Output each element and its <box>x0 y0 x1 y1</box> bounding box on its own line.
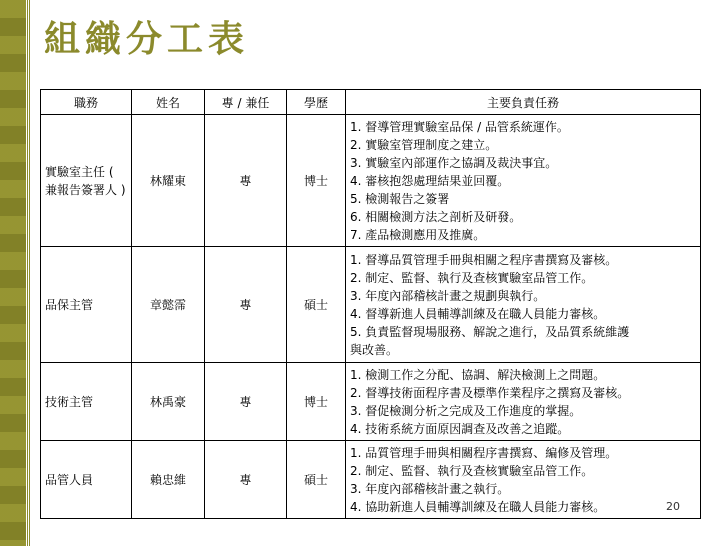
tasks-cell <box>346 115 701 247</box>
table-header-row <box>41 90 701 115</box>
sidebar-stripes <box>0 0 26 546</box>
task-item: 4. 協助新進人員輔導訓練及在職人員能力審核。 <box>350 499 606 514</box>
decorative-sidebar <box>0 0 26 546</box>
role-cell: 品保主管 <box>41 247 132 363</box>
header-education: 學歷 <box>287 90 346 115</box>
task-item: 4. 審核抱怨處理結果並回覆。 <box>350 173 510 188</box>
task-item: 2. 制定、監督、執行及查核實驗室品管工作。 <box>350 463 594 478</box>
task-item: 3. 年度內部稽核計畫之執行。 <box>350 481 510 496</box>
education-cell: 博士 <box>287 115 346 247</box>
table-row <box>41 115 701 247</box>
table-row <box>41 363 701 441</box>
header-name: 姓名 <box>132 90 205 115</box>
task-item: 1. 督導品質管理手冊與相關之程序書撰寫及審核。 <box>350 252 618 267</box>
task-item: 1. 品質管理手冊與相關程序書撰寫、編修及管理。 <box>350 445 618 460</box>
tasks-cell <box>346 441 701 519</box>
role-cell: 品管人員 <box>41 441 132 519</box>
page-title: 組織分工表 <box>44 19 250 60</box>
header-role: 職務 <box>41 90 132 115</box>
education-cell: 碩士 <box>287 247 346 363</box>
page-number: 20 <box>666 500 680 513</box>
type-cell: 專 <box>205 441 287 519</box>
table-row <box>41 441 701 519</box>
name-cell: 章懿霈 <box>132 247 205 363</box>
name-cell: 林禹豪 <box>132 363 205 441</box>
header-type: 專 / 兼任 <box>205 90 287 115</box>
type-cell: 專 <box>205 115 287 247</box>
task-item: 2. 實驗室管理制度之建立。 <box>350 137 498 152</box>
task-item: 與改善。 <box>350 342 399 357</box>
table-row <box>41 247 701 363</box>
task-item: 3. 年度內部稽核計畫之規劃與執行。 <box>350 288 546 303</box>
task-item: 4. 技術系統方面原因調查及改善之追蹤。 <box>350 421 570 436</box>
type-cell: 專 <box>205 247 287 363</box>
header-tasks: 主要負責任務 <box>346 90 701 115</box>
tasks-cell <box>346 363 701 441</box>
tasks-cell <box>346 247 701 363</box>
task-item: 1. 檢測工作之分配、協調、解決檢測上之問題。 <box>350 367 606 382</box>
task-item: 5. 檢測報告之簽署 <box>350 191 450 206</box>
role-cell: 技術主管 <box>41 363 132 441</box>
task-item: 4. 督導新進人員輔導訓練及在職人員能力審核。 <box>350 306 606 321</box>
task-item: 2. 督導技術面程序書及標準作業程序之撰寫及審核。 <box>350 385 630 400</box>
org-table <box>40 89 701 519</box>
task-item: 5. 負責監督現場服務、解說之進行，及品質系統維護 <box>350 324 630 339</box>
task-item: 3. 實驗室內部運作之協調及裁決事宜。 <box>350 155 558 170</box>
type-cell: 專 <box>205 363 287 441</box>
education-cell: 碩士 <box>287 441 346 519</box>
task-item: 6. 相關檢測方法之剖析及研發。 <box>350 209 522 224</box>
task-item: 1. 督導管理實驗室品保 / 品管系統運作。 <box>350 119 569 134</box>
task-item: 3. 督促檢測分析之完成及工作進度的掌握。 <box>350 403 582 418</box>
name-cell: 林耀東 <box>132 115 205 247</box>
task-item: 7. 產品檢測應用及推廣。 <box>350 227 486 242</box>
sidebar-border <box>27 0 30 546</box>
education-cell: 博士 <box>287 363 346 441</box>
name-cell: 賴忠維 <box>132 441 205 519</box>
task-item: 2. 制定、監督、執行及查核實驗室品管工作。 <box>350 270 594 285</box>
role-cell: 實驗室主任 ( 兼報告簽署人 ) <box>41 115 132 247</box>
